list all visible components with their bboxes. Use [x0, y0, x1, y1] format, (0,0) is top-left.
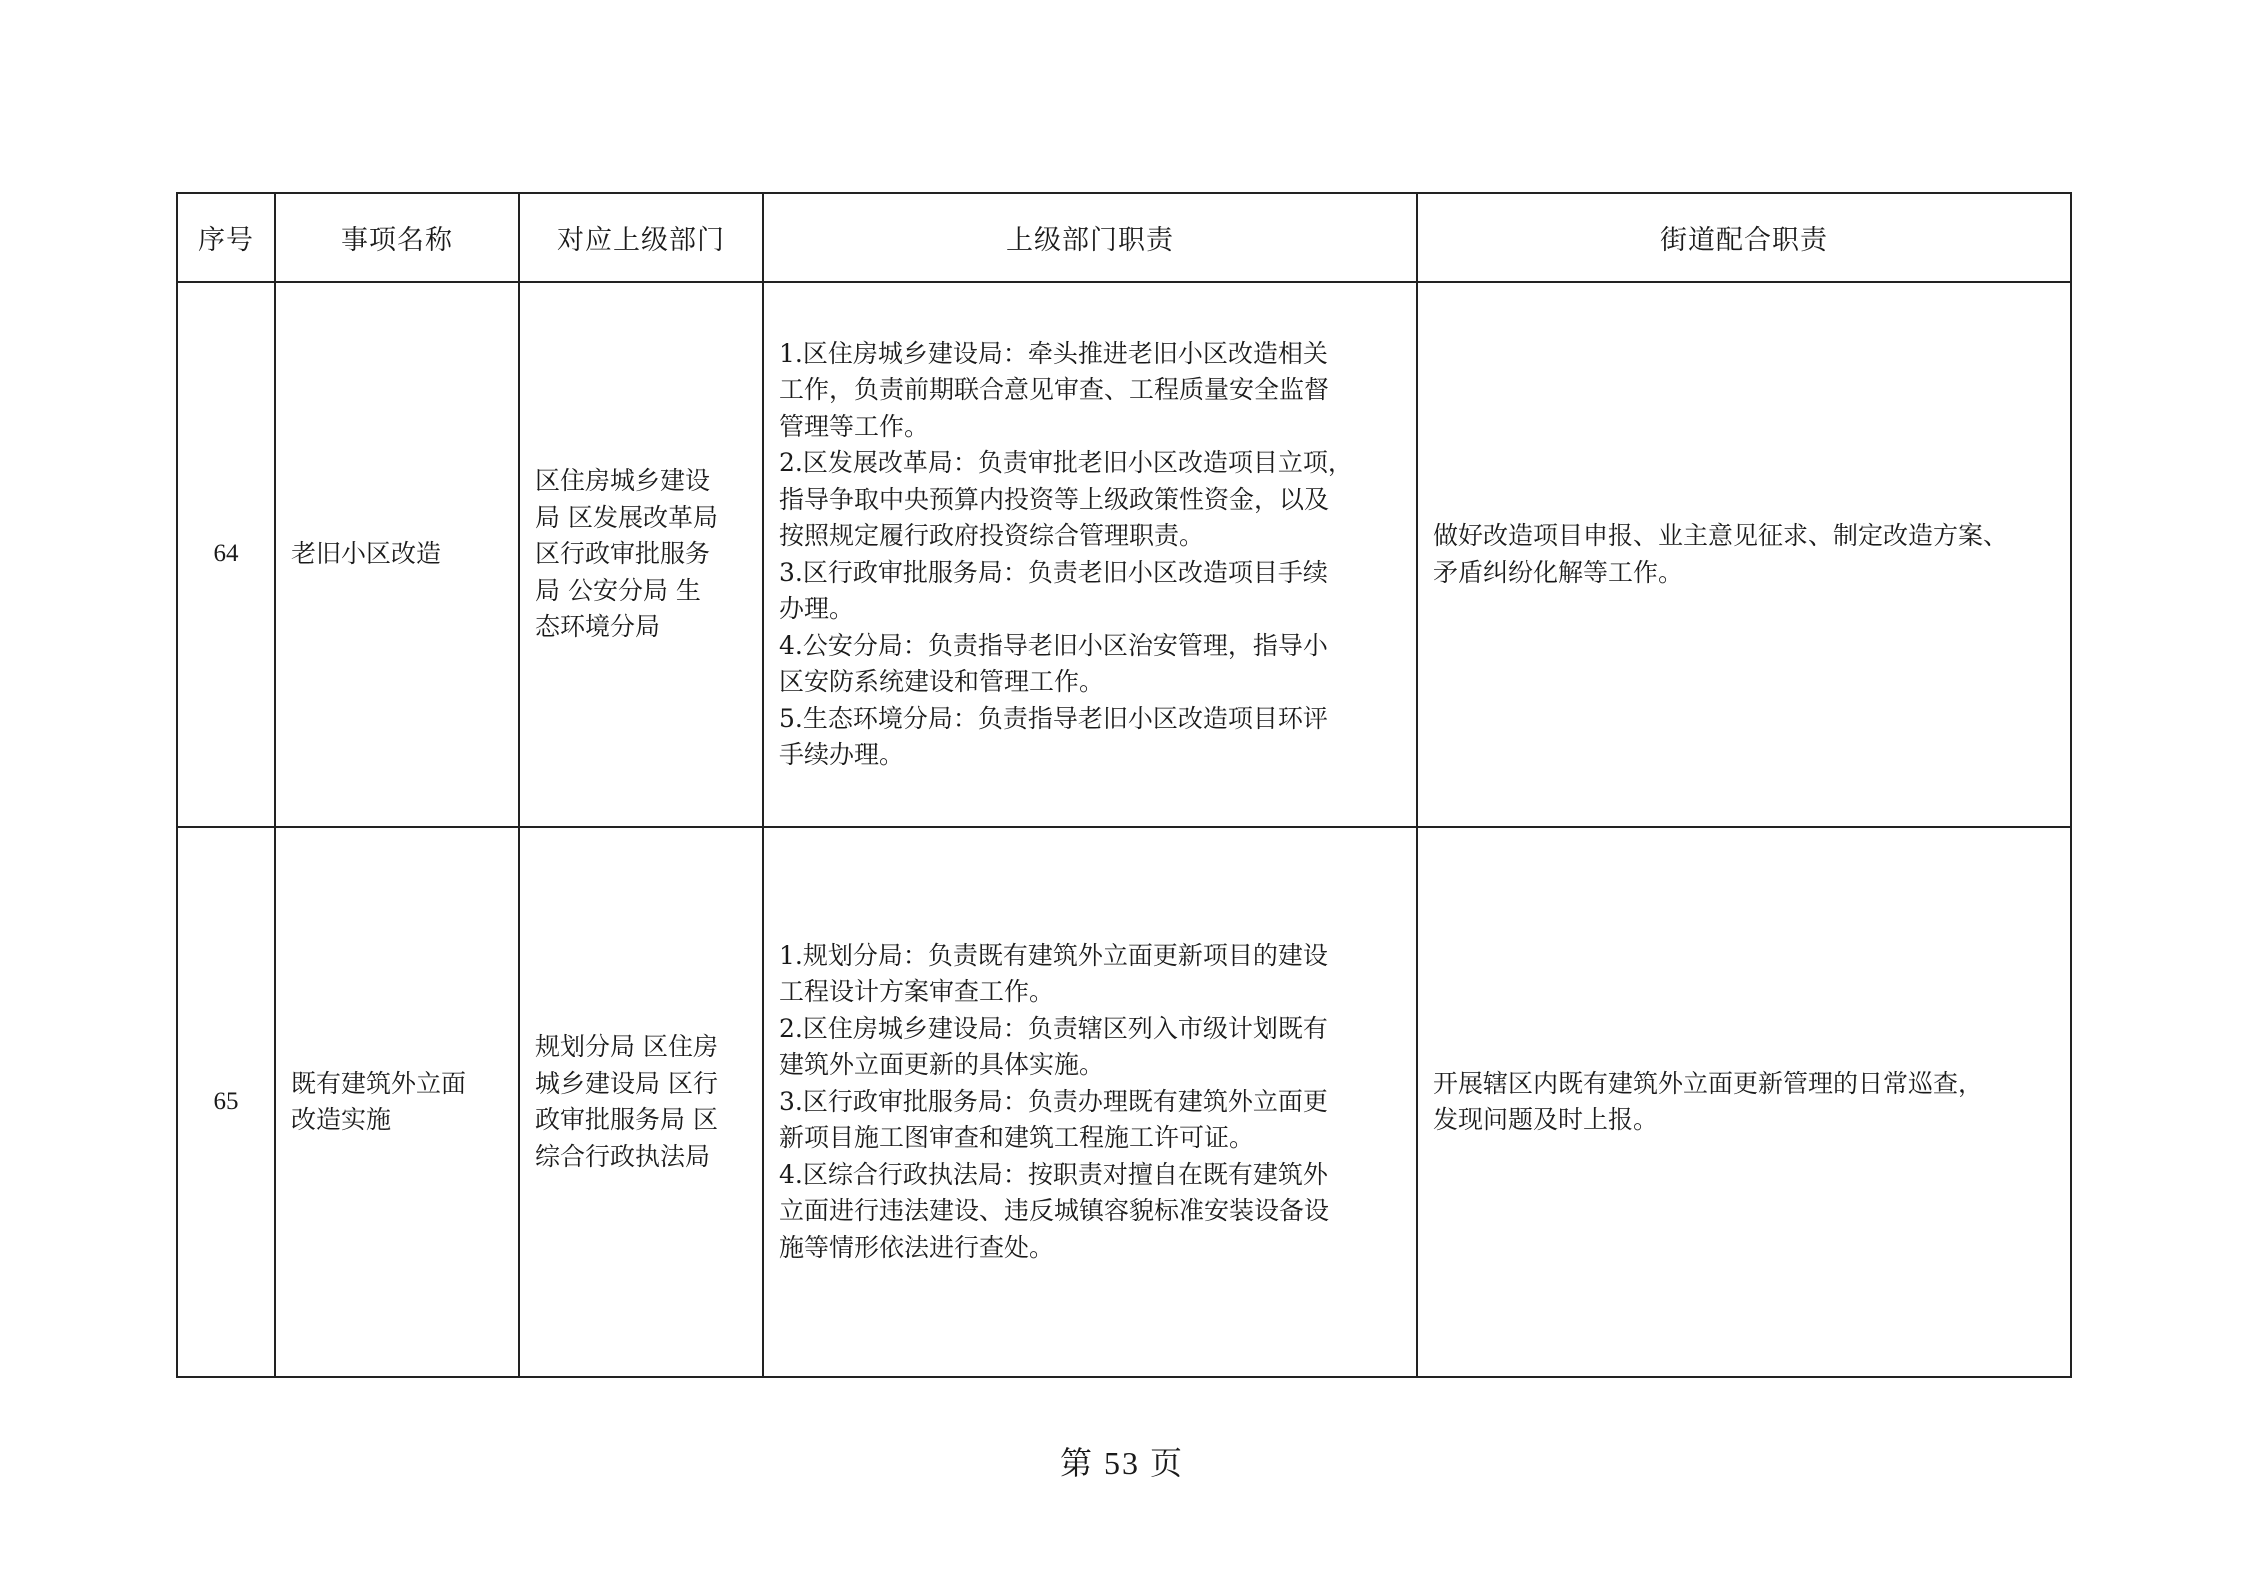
street-duty-text: 做好改造项目申报、业主意见征求、制定改造方案、 矛盾纠纷化解等工作。	[1433, 521, 2009, 587]
street-duty-text: 开展辖区内既有建筑外立面更新管理的日常巡查， 发现问题及时上报。	[1433, 1068, 1984, 1134]
dept-duty-text: 1.规划分局：负责既有建筑外立面更新项目的建设 工程设计方案审查工作。 2.区住房城乡建设局：负责辖区列入市级计划既有 建筑外立面更新的具体实施。 3.区行政审批服务局：负责办理既有建筑外立面更 新项目施工图审查和建筑工程施工许可证。 4.区综合行政执法局：按职责对擅自在既有建筑外 立面进行违法建设、违反城镇容貌标准安装设备设 施等情形依法进行查处。	[779, 940, 1330, 1262]
cell-dept-duty	[763, 827, 1417, 1377]
cell-item-name	[275, 827, 519, 1377]
header-dept: 对应上级部门	[519, 193, 763, 282]
header-street-duty: 街道配合职责	[1417, 193, 2071, 282]
dept-text: 区住房城乡建设 局 区发展改革局 区行政审批服务 局 公安分局 生 态环境分局	[535, 466, 718, 642]
header-seq: 序号	[177, 193, 275, 282]
table-row	[177, 827, 2071, 1377]
cell-seq: 65	[177, 827, 275, 1377]
page-number: 第 53 页	[1059, 1445, 1184, 1481]
item-name-text: 老旧小区改造	[291, 539, 442, 569]
item-name-text: 既有建筑外立面 改造实施	[291, 1068, 467, 1134]
cell-dept	[519, 827, 763, 1377]
header-item-name: 事项名称	[275, 193, 519, 282]
header-dept-duty: 上级部门职责	[763, 193, 1417, 282]
duty-table	[176, 192, 2072, 1378]
table-header-row	[177, 193, 2071, 282]
dept-text: 规划分局 区住房 城乡建设局 区行 政审批服务局 区 综合行政执法局	[535, 1032, 718, 1171]
dept-duty-text: 1.区住房城乡建设局：牵头推进老旧小区改造相关 工作，负责前期联合意见审查、工程质量安全监督 管理等工作。 2.区发展改革局：负责审批老旧小区改造项目立项， 指导争取中央预算内投资等上级政策性资金，以及 按照规定履行政府投资综合管理职责。 3.区行政审批服务局：负责老旧小区改造项目手续 办理。 4.公安分局：负责指导老旧小区治安管理，指导小 区安防系统建设和管理工作。 5.生态环境分局：负责指导老旧小区改造项目环评 手续办理。	[779, 338, 1353, 769]
cell-street-duty	[1417, 282, 2071, 827]
table-row	[177, 282, 2071, 827]
cell-seq: 64	[177, 282, 275, 827]
cell-street-duty	[1417, 827, 2071, 1377]
cell-item-name	[275, 282, 519, 827]
cell-dept	[519, 282, 763, 827]
cell-dept-duty	[763, 282, 1417, 827]
